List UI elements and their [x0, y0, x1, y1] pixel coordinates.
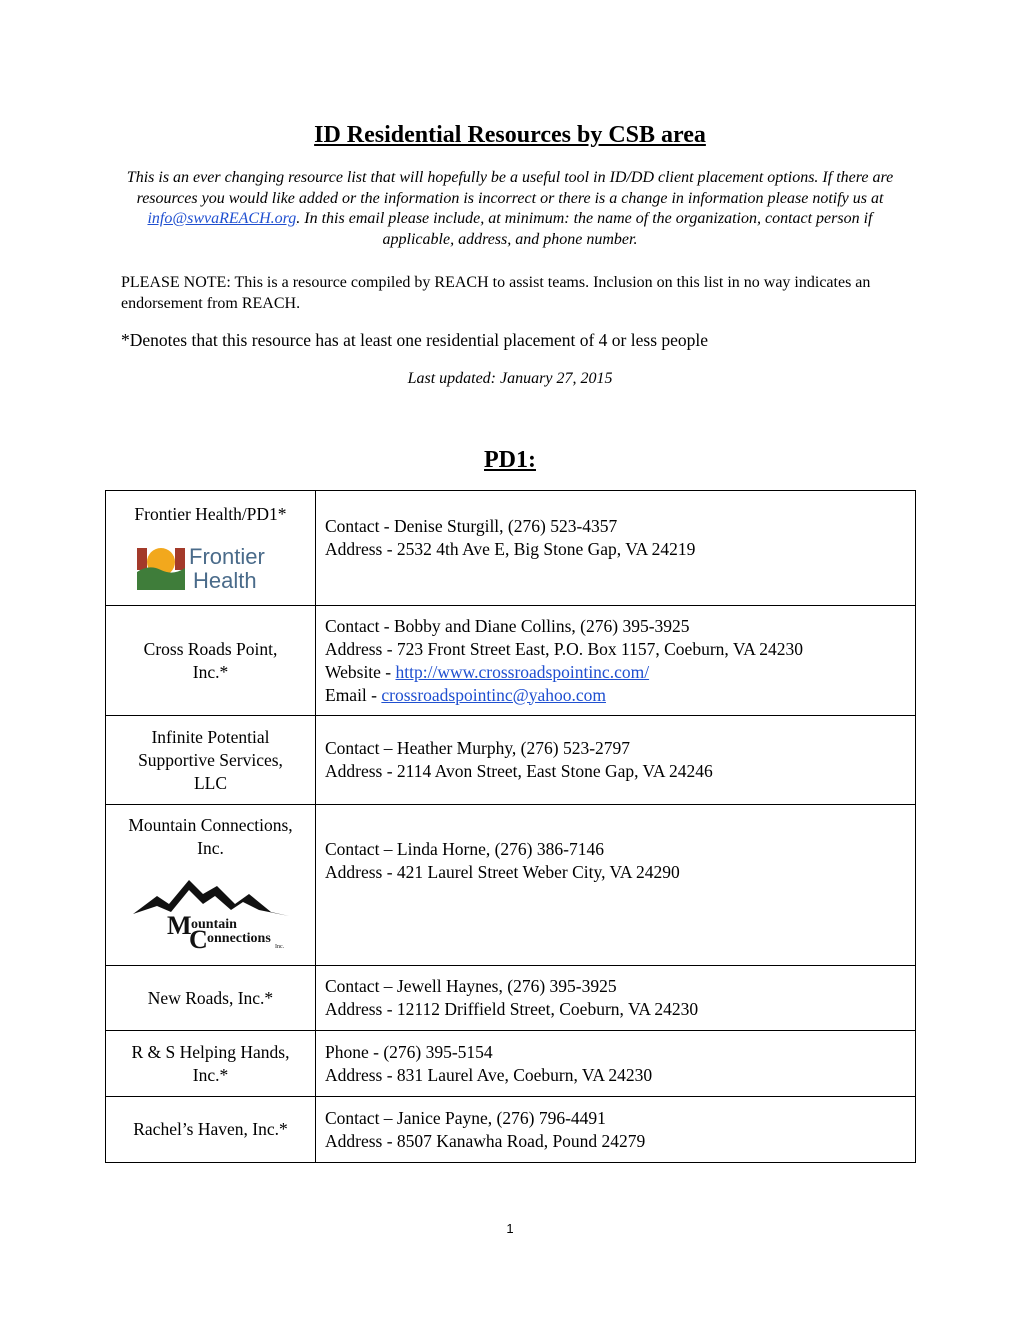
intro-text-after: . In this email please include, at minimum: the name of the organization, contact person if applicable, address, and phone number. — [296, 210, 873, 248]
table-row — [106, 491, 916, 606]
resource-name: Frontier Health/PD1* — [134, 504, 287, 524]
resource-contact: Contact - Denise Sturgill, (276) 523-4357 — [325, 516, 618, 536]
mountain-logo-letter-m: M — [166, 911, 192, 940]
resource-email-line — [325, 684, 915, 707]
resource-name: Rachel’s Haven, Inc.* — [133, 1119, 288, 1139]
resource-contact: Contact – Heather Murphy, (276) 523-2797 — [325, 738, 631, 758]
resource-info-cell — [316, 606, 916, 716]
mountain-connections-logo — [131, 874, 291, 950]
resource-address: Address - 8507 Kanawha Road, Pound 24279 — [325, 1130, 646, 1151]
resource-name-cell — [106, 1097, 316, 1163]
resource-name-cell — [106, 966, 316, 1031]
resource-info-cell — [316, 966, 916, 1031]
table-row — [106, 1031, 916, 1097]
website-link[interactable]: http://www.crossroadspointinc.com/ — [395, 661, 650, 682]
resource-name-cell — [106, 606, 316, 716]
frontier-health-logo — [137, 538, 285, 596]
resource-name-cell — [106, 491, 316, 606]
resource-contact: Contact – Linda Horne, (276) 386-7146 — [325, 839, 604, 859]
resource-address: Address - 723 Front Street East, P.O. Box 1157, Coeburn, VA 24230 — [325, 638, 804, 659]
table-row — [106, 606, 916, 716]
resource-contact: Phone - (276) 395-5154 — [325, 1041, 493, 1062]
resource-name: Cross Roads Point, Inc.* — [143, 638, 278, 682]
page-title: ID Residential Resources by CSB area — [314, 122, 706, 148]
email-label: Email - — [325, 684, 382, 705]
resource-website-line — [325, 661, 915, 684]
last-updated: Last updated: January 27, 2015 — [407, 370, 613, 387]
resource-info-cell — [316, 716, 916, 805]
resources-table — [105, 490, 916, 1163]
email-link[interactable]: crossroadspointinc@yahoo.com — [381, 684, 606, 705]
page-number: 1 — [506, 1221, 514, 1236]
mountain-peaks-icon — [133, 880, 289, 916]
resource-info-cell — [316, 491, 916, 606]
resource-name: New Roads, Inc.* — [147, 987, 274, 1008]
disclaimer-note: PLEASE NOTE: This is a resource compiled by REACH to assist teams. Inclusion on this list in no way indicates an endorsement from REACH. — [121, 274, 871, 312]
resource-name-cell — [106, 805, 316, 966]
asterisk-legend: *Denotes that this resource has at least one residential placement of 4 or less people — [121, 330, 709, 350]
table-row — [106, 805, 916, 966]
table-row — [106, 1097, 916, 1163]
frontier-logo-hills — [137, 567, 185, 590]
resource-info-cell — [316, 805, 916, 966]
resource-address: Address - 421 Laurel Street Weber City, VA 24290 — [325, 862, 680, 882]
intro-paragraph — [121, 168, 899, 250]
resource-address: Address - 12112 Driffield Street, Coeburn, VA 24230 — [325, 999, 699, 1019]
resource-address: Address - 2114 Avon Street, East Stone Gap, VA 24246 — [325, 761, 713, 781]
resource-address: Address - 2532 4th Ave E, Big Stone Gap, VA 24219 — [325, 539, 696, 559]
resource-name: Infinite Potential Supportive Services, LLC — [138, 726, 283, 793]
resource-contact: Contact - Bobby and Diane Collins, (276) 395-3925 — [325, 615, 690, 636]
frontier-logo-word1: Frontier — [188, 544, 265, 569]
mountain-logo-word1: ountain — [190, 917, 237, 932]
mountain-logo-inc: Inc. — [274, 944, 284, 950]
website-label: Website - — [325, 661, 396, 682]
resource-name: Mountain Connections, Inc. — [128, 815, 293, 858]
resource-info-cell — [316, 1031, 916, 1097]
frontier-logo-left-band — [137, 548, 147, 570]
frontier-logo-right-band — [175, 548, 185, 570]
resource-info-cell — [316, 1097, 916, 1163]
mountain-logo-word2: onnections — [206, 931, 271, 946]
resource-address: Address - 831 Laurel Ave, Coeburn, VA 24230 — [325, 1064, 653, 1085]
resource-name: R & S Helping Hands, Inc.* — [131, 1041, 290, 1085]
frontier-logo-word2: Health — [192, 568, 257, 593]
resource-name-cell — [106, 716, 316, 805]
intro-text-before: This is an ever changing resource list that will hopefully be a useful tool in ID/DD client placement options. If there are resources you would like added or the information is incorrect or there is a change in information please notify us at — [126, 169, 894, 207]
resource-contact: Contact – Janice Payne, (276) 796-4491 — [325, 1107, 606, 1128]
resource-contact: Contact – Jewell Haynes, (276) 395-3925 — [325, 976, 617, 996]
table-row — [106, 966, 916, 1031]
mountain-logo-letter-c: C — [188, 925, 208, 950]
table-row — [106, 716, 916, 805]
resource-name-cell — [106, 1031, 316, 1097]
notify-email-link[interactable]: info@swvaREACH.org — [147, 210, 297, 227]
section-heading-pd1: PD1: — [484, 447, 536, 473]
